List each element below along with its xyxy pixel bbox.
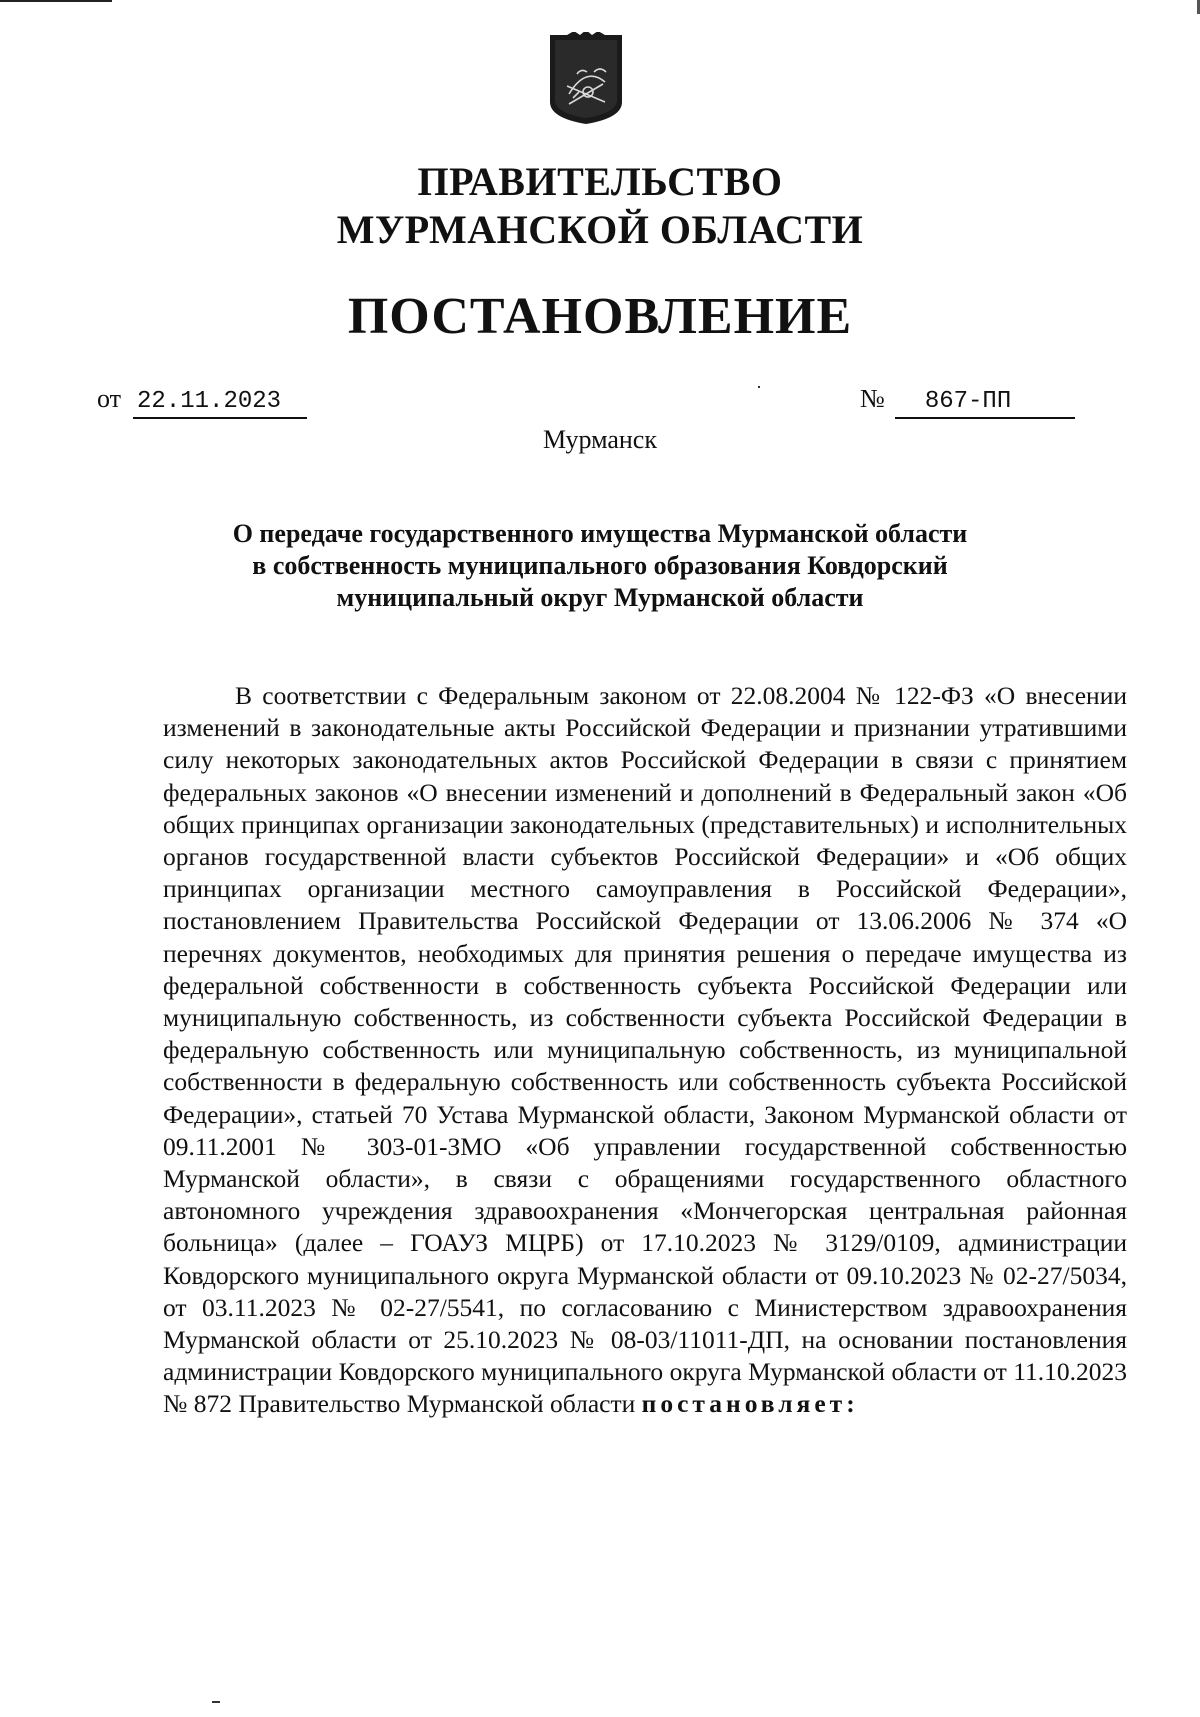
coat-of-arms-emblem bbox=[547, 32, 625, 126]
resolve-word: постановляет: bbox=[641, 1389, 859, 1419]
scan-edge-top bbox=[0, 0, 112, 2]
subject-line3: муниципальный округ Мурманской области bbox=[336, 583, 864, 612]
document-number: 867-ПП bbox=[895, 387, 1075, 419]
document-subject bbox=[150, 518, 1050, 614]
body-paragraph bbox=[163, 680, 1127, 1421]
document-type: ПОСТАНОВЛЕНИЕ bbox=[347, 288, 853, 345]
number-line bbox=[860, 384, 1075, 419]
number-prefix: № bbox=[860, 384, 885, 413]
scan-speck bbox=[758, 386, 760, 388]
government-title-line1: ПРАВИТЕЛЬСТВО bbox=[417, 159, 783, 204]
government-title-line2: МУРМАНСКОЙ ОБЛАСТИ bbox=[336, 207, 864, 252]
document-date: 22.11.2023 bbox=[133, 387, 307, 419]
date-prefix: от bbox=[97, 384, 122, 413]
scan-speck bbox=[212, 1701, 220, 1703]
body-text: В соответствии с Федеральным законом от 22.08.2004 № 122-ФЗ «О внесении изменений в законодательные акты Российской Федерации и признании утратившими силу некоторых законодательных актов Российской Федерации в связи с принятием федеральных законов «О внесении изменений и дополнений в Федеральный закон «Об общих принципах организации законодательных (представительных) и исполнительных органов государственной власти субъектов Российской Федерации» и «Об общих принципах организации местного самоуправления в Российской Федерации», постановлением Правительства Российской Федерации от 13.06.2006 № 374 «О перечнях документов, необходимых для принятия решения о передаче имущества из федеральной собственности в собственность субъекта Российской Федерации или муниципальную собственность, из собственности субъекта Российской Федерации в федеральную собственность или муниципальную собственность, из муниципальной собственности в федеральную собственность или собственность субъекта Российской Федерации», статьей 70 Устава Мурманской области, Законом Мурманской области от 09.11.2001 № 303-01-ЗМО «Об управлении государственной собственностью Мурманской области», в связи с обращениями государственного областного автономного учреждения здравоохранения «Мончегорская центральная районная больница» (далее – ГОАУЗ МЦРБ) от 17.10.2023 № 3129/0109, администрации Ковдорского муниципального округа Мурманской области от 09.10.2023 № 02-27/5034, от 03.11.2023 № 02-27/5541, по согласованию с Министерством здравоохранения Мурманской области от 25.10.2023 № 08-03/11011-ДП, на основании постановления администрации Ковдорского муниципального округа Мурманской области от 11.10.2023 № 872 Правительство Мурманской области bbox=[163, 681, 1127, 1419]
city: Мурманск bbox=[543, 425, 657, 454]
subject-line2: в собственность муниципального образования Ковдорский bbox=[252, 551, 948, 580]
date-line bbox=[97, 384, 307, 419]
subject-line1: О передаче государственного имущества Мурманской области bbox=[232, 519, 968, 548]
government-title bbox=[0, 158, 1200, 254]
